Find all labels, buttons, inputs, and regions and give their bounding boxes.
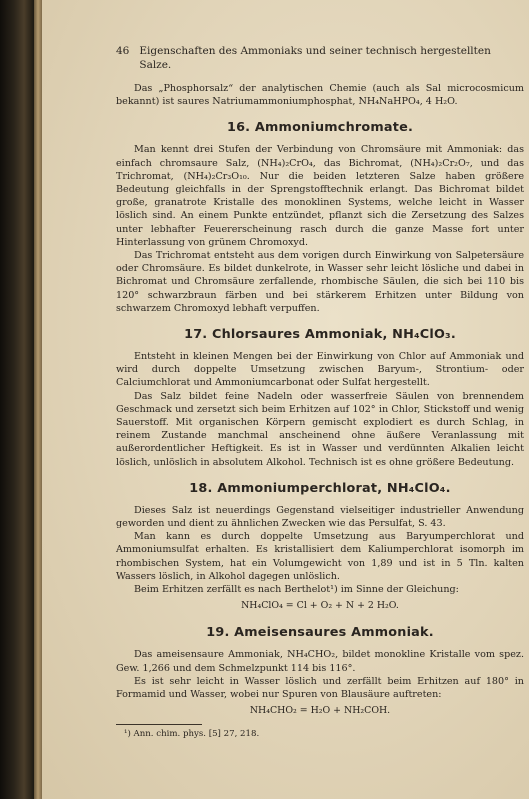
equation: NH₄CHO₂ = H₂O + NH₂COH. [249, 705, 391, 717]
paragraph: Dieses Salz ist neuerdings Gegenstand vielseitiger industrieller Anwendung geworden und dient zu ähnlichen Zwecken wie das Persulfat, S. 43. [116, 504, 524, 530]
paragraph: Das Salz bildet feine Nadeln oder wasserfreie Säulen von brennendem Geschmack und zersetzt sich beim Erhitzen auf 102° in Chlor, Stickstoff und wenig Sauerstoff. Mit organischen Körpern gemischt explodiert es durch Schlag, in reinem Zustande manchmal anscheinend ohne äußere Veranlassung mit außerordentlicher Heftigkeit. Es ist in Wasser und verdünnten Alkalien leicht löslich, unlöslich in absolutem Alkohol. Technisch ist es ohne größere Bedeutung. [116, 390, 524, 468]
paragraph: Man kann es durch doppelte Umsetzung aus Baryumperchlorat und Ammoniumsulfat erhalten. Es kristallisiert dem Kaliumperchlorat isomorph im rhombischen System, hat ein Volumgewicht von 1,89 und ist in 5 Tln. kalten Wassers löslich, in Alkohol dagegen unlöslich. [116, 531, 524, 582]
footnote: ¹) Ann. chim. phys. [5] 27, 218. [124, 729, 260, 740]
page-content [116, 44, 524, 740]
section-title-18: 18. Ammoniumperchlorat, NH₄ClO₄. [189, 480, 451, 496]
paragraph: Entsteht in kleinen Mengen bei der Einwirkung von Chlor auf Ammoniak und wird durch doppelte Umsetzung zwischen Baryum-, Strontium- oder Calciumchlorat und Ammoniumcarbonat oder Sulfat hergestellt. [116, 351, 524, 389]
section-title-19: 19. Ameisensaures Ammoniak. [206, 625, 434, 641]
paragraph: Das Trichromat entsteht aus dem vorigen durch Einwirkung von Salpetersäure oder Chromsäure. Es bildet dunkelrote, in Wasser sehr leicht lösliche und dabei in Bichromat und Chromsäure zerfallende, rhombische Säulen, die sich bei 110 bis 120° schwarzbraun färben und bei stärkerem Erhitzen unter Bildung von schwarzem Chromoxyd lebhaft verpuffen. [116, 250, 524, 314]
paragraph: Beim Erhitzen zerfällt es nach Berthelot¹) im Sinne der Gleichung: [134, 584, 459, 596]
book-page [42, 0, 529, 799]
section-title-16: 16. Ammoniumchromate. [226, 120, 414, 136]
paragraph: Man kennt drei Stufen der Verbindung von Chromsäure mit Ammoniak: das einfach chromsaure Salz, (NH₄)₂CrO₄, das Bichromat, (NH₄)₂Cr₂O₇, und das Trichromat, (NH₄)₂Cr₃O₁₀. Nur die beiden letzteren Salze haben größere Bedeutung gleichfalls in der Sprengstofftechnik erlangt. Das Bichromat bildet große, granatrote Kristalle des monoklinen Systems, welche leicht in Wasser löslich sind. An einem Punkte entzündet, pflanzt sich die Zersetzung des Salzes unter lebhafter Feuererscheinung rasch durch die ganze Masse fort unter Hinterlassung von grünem Chromoxyd. [116, 144, 524, 248]
running-title: Eigenschaften des Ammoniaks und seiner technisch hergestellten Salze. [139, 45, 491, 71]
footnote-rule [116, 724, 202, 725]
equation: NH₄ClO₄ = Cl + O₂ + N + 2 H₂O. [241, 600, 399, 612]
page-number: 46 [116, 45, 130, 57]
running-header [116, 44, 524, 72]
paragraph: Es ist sehr leicht in Wasser löslich und zerfällt beim Erhitzen auf 180° in Formamid und Wasser, wobei nur Spuren von Blausäure auftreten: [116, 675, 524, 700]
section-title-17: 17. Chlorsaures Ammoniak, NH₄ClO₃. [184, 327, 456, 343]
intro-paragraph: Das „Phosphorsalz“ der analytischen Chemie (auch als Sal microcosmicum bekannt) ist saures Natriumammoniumphosphat, NH₄NaHPO₄, 4 H₂O. [116, 83, 524, 108]
page-stack-edge [34, 0, 42, 799]
paragraph: Das ameisensaure Ammoniak, NH₄CHO₂, bildet monokline Kristalle vom spez. Gew. 1,266 und dem Schmelzpunkt 114 bis 116°. [116, 649, 524, 674]
